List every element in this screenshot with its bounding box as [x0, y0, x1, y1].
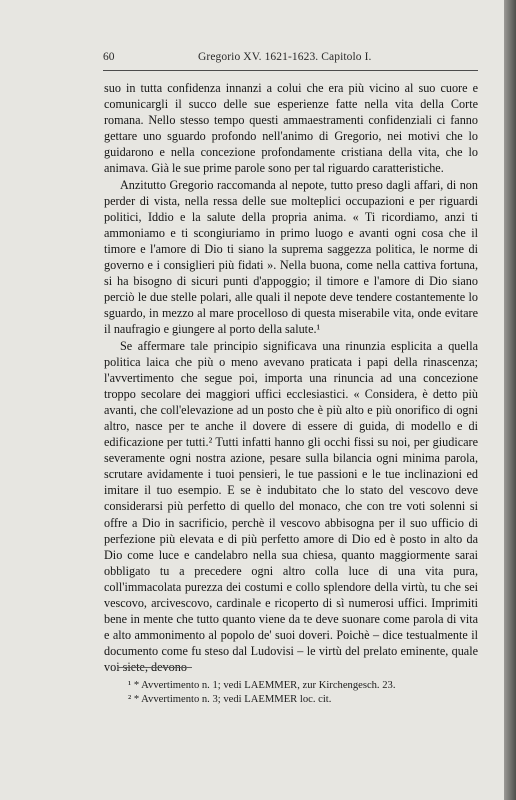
running-head: Gregorio XV. 1621-1623. Capitolo I. [198, 51, 372, 63]
footnote-1: ¹ * Avvertimento n. 1; vedi LAEMMER, zur Kirchengesch. 23. [128, 680, 396, 691]
footnotes [128, 679, 468, 707]
paragraph-2: Anzitutto Gregorio raccomanda al nepote, tutto preso dagli affari, di non perder di vista, nella ressa delle sue molteplici occupazioni e per riguardi politici, Iddio e la salute della propria anima. « Ti ricordiamo, anzi ti ammoniamo e ti scongiuriamo in primo luogo e avanti ogni cosa che il timore e l'amore di Dio ti siano la suprema saggezza politica, le norme di governo e i consiglieri più fidati ». Nella buona, come nella cattiva fortuna, si ha bisogno di sicuri punti d'appoggio; il timore e l'amore di Dio siano perciò le due stelle polari, alle quali il nepote deve tendere costantemente lo sguardo, in mezzo al mare procelloso di questa miserabile vita, onde evitare il naufragio e giungere al porto della salute.¹ [104, 177, 478, 337]
footnote-2: ² * Avvertimento n. 3; vedi LAEMMER loc. cit. [128, 694, 332, 705]
page-header [103, 51, 478, 67]
header-rule [103, 70, 478, 71]
paragraph-1: suo in tutta confidenza innanzi a colui che era più vicino al suo cuore e comunicargli il succo delle sue esperienze fatte nella vita della Corte romana. Nello stesso tempo questi ammaestramenti confidenziali ci fanno gettare uno sguardo profondo nell'animo di Gregorio, nei motivi che lo guidarono e nella concezione profondamente cristiana della vita, che lo animava. Già le sue prime parole sono per tal riguardo caratteristiche. [104, 81, 478, 176]
body-text [104, 80, 478, 675]
footnote-rule [118, 667, 192, 668]
page-number: 60 [103, 51, 115, 63]
paragraph-3: Se affermare tale principio significava una rinunzia esplicita a quella politica laica che più o meno avevano praticata i papi della rinascenza; l'avvertimento che segue poi, importa una rinuncia ad una concezione troppo secolare dei maggiori uffici ecclesiastici. « Considera, è detto più avanti, che coll'elevazione ad un posto che è più alto e più onorifico di ogni altro, nasce per te anche il dovere di essere di guida, di modello e di edificazione per tutti.² Tutti infatti hanno gli occhi fissi su noi, per giudicare severamente ogni nostra azione, pesare sulla bilancia ogni minima parola, scrutare avidamente i tuoi pensieri, le tue passioni e le tue inclinazioni ed imitare il tuo esempio. E se è indubitato che lo stato del vescovo deve considerarsi più perfetto di quello del monaco, che con tre voti solenni si offre a Dio in sacrificio, perchè il vescovo abbisogna per il suo ufficio di perfezione più elevata e di più perfetto amore di Dio ed è posto in alto da Dio come luce e candelabro nella sua chiesa, quanto maggiormente sarai obbligato tu a precedere ogni altro colla luce di una vita pura, coll'immacolata purezza dei costumi e collo splendore della virtù, tu che sei vescovo, arcivescovo, cardinale e ricoperto di sì numerosi uffici. Imprimiti bene in mente che tutto quanto viene da te deve suonare come parola di vita e alto ammonimento al popolo de' suoi doveri. Poichè – dice testualmente il documento come fu steso dal Ludovisi – le virtù del prelato eminente, quale voi siete, devono [104, 338, 478, 675]
